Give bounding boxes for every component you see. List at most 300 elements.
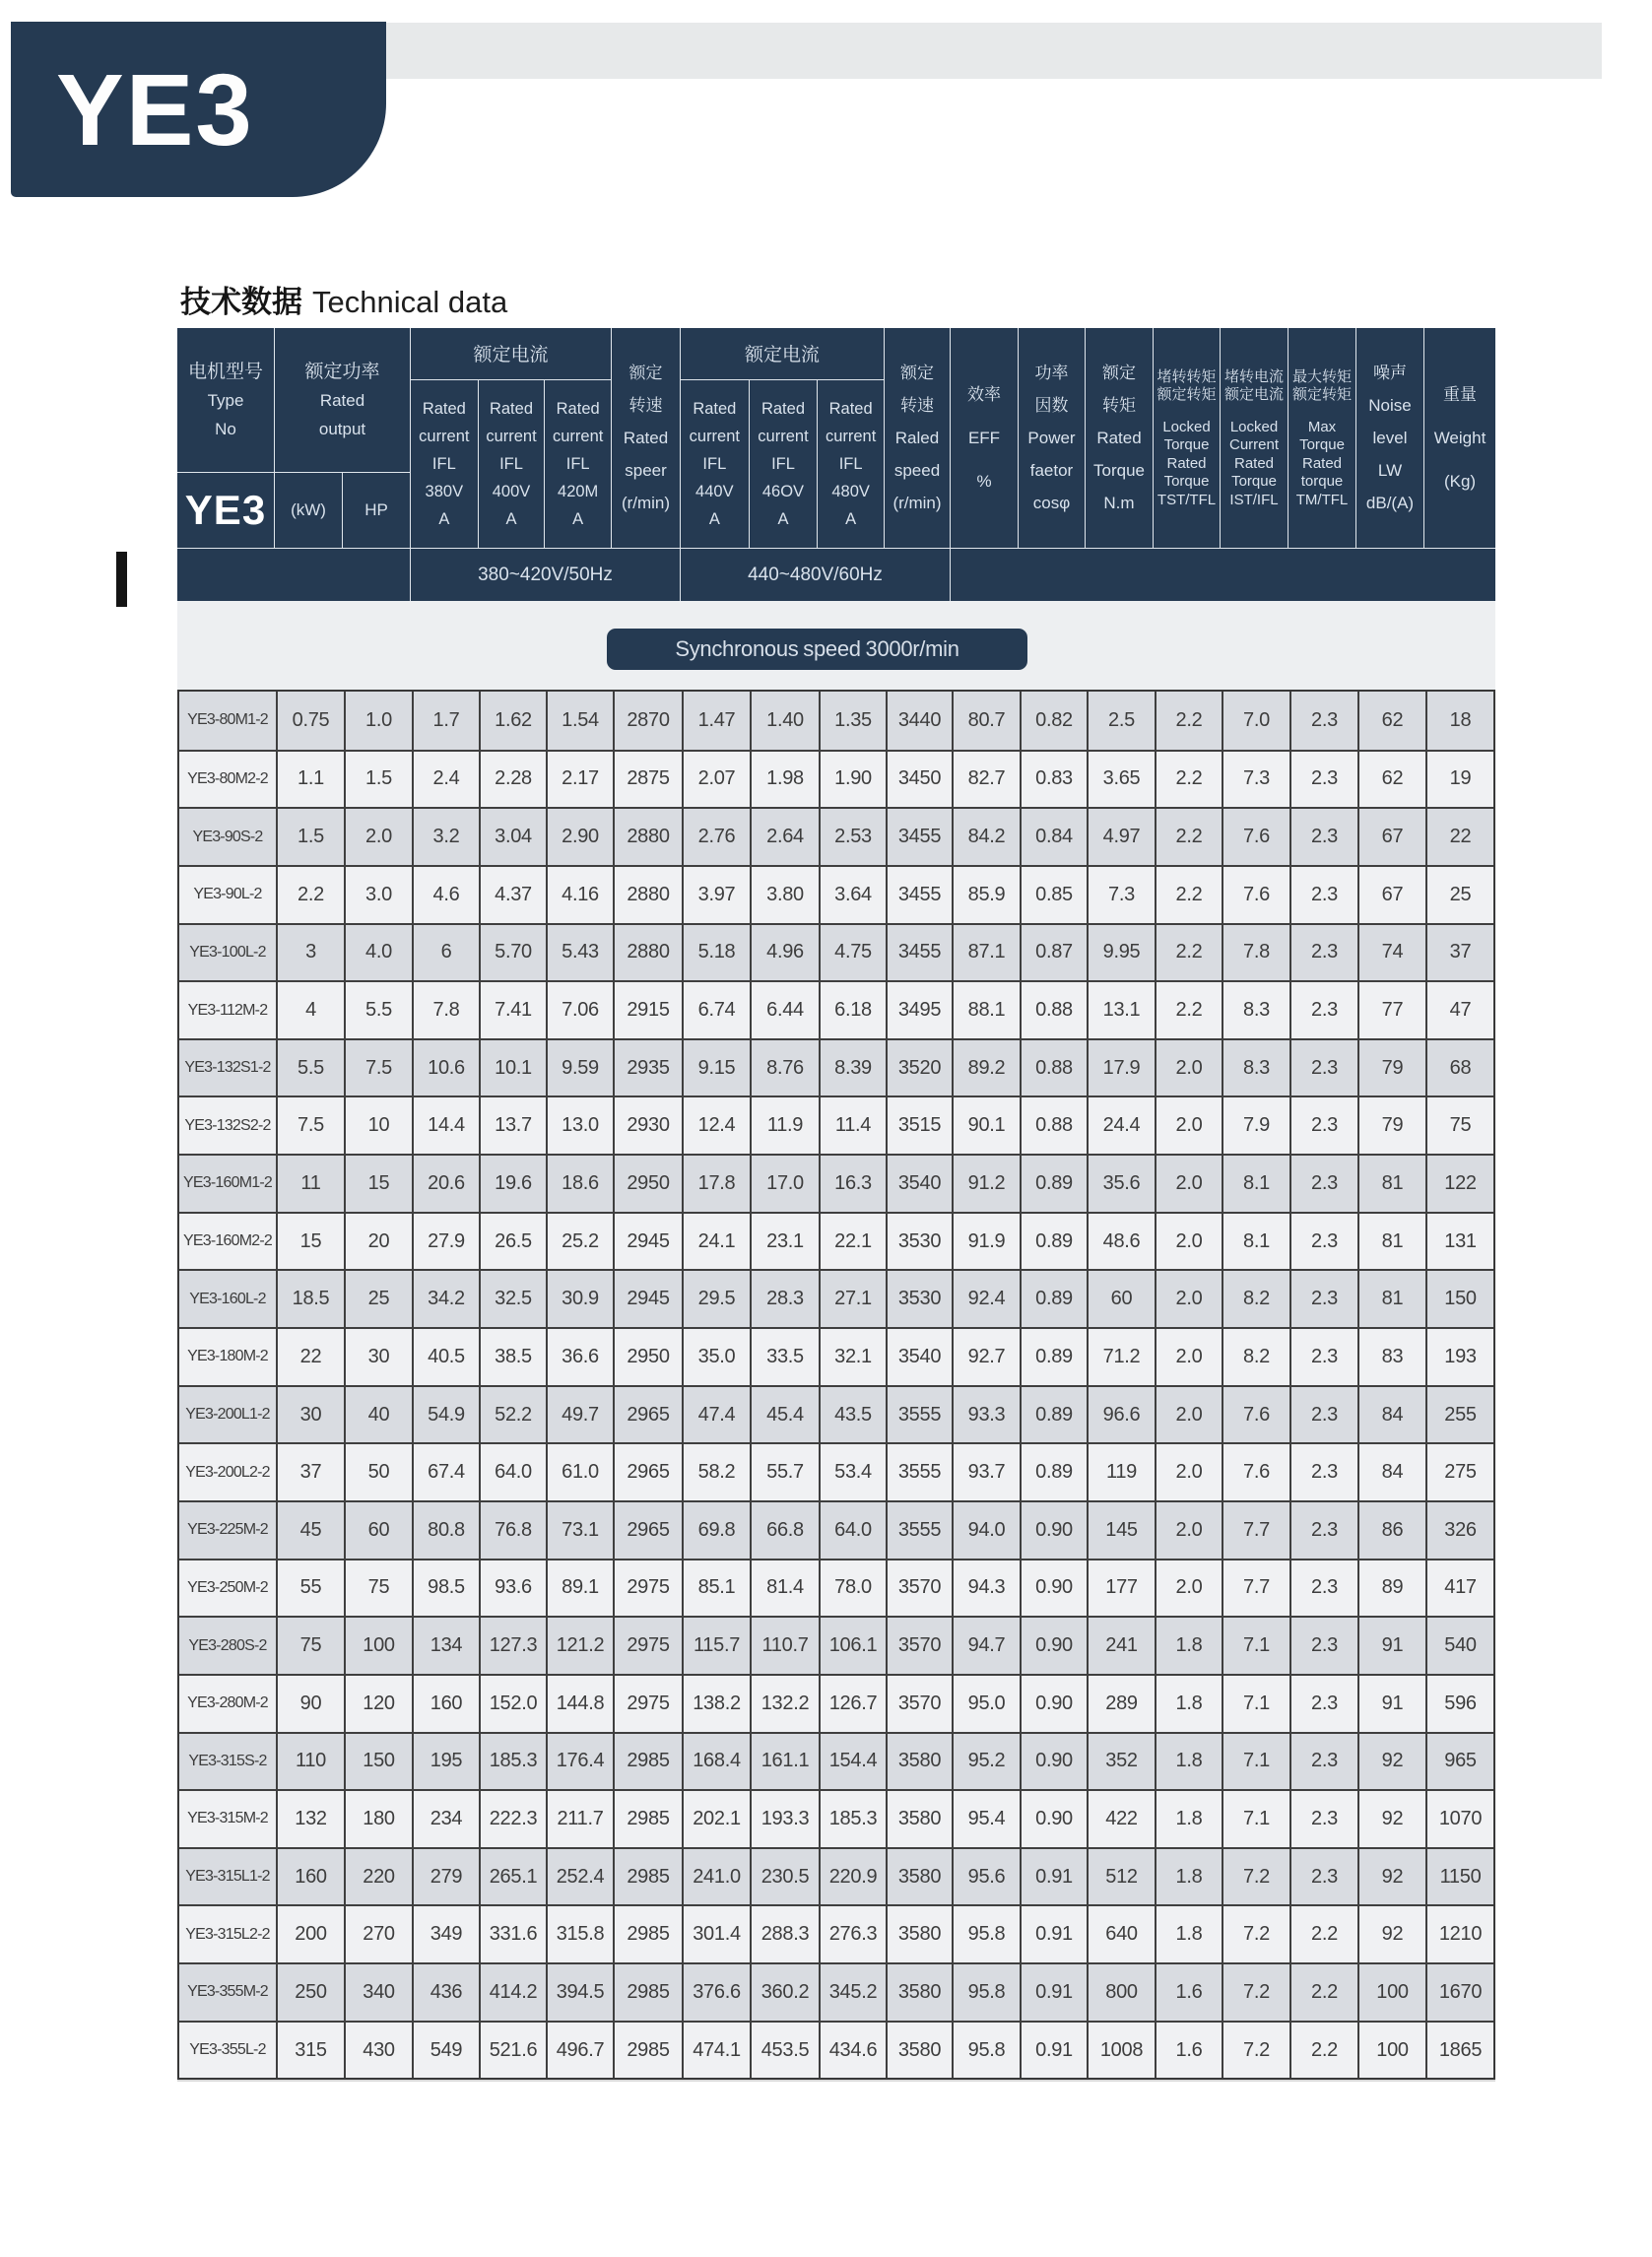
type-brand-cell: YE3	[184, 487, 267, 534]
value-cell: 34.2	[412, 1271, 479, 1327]
value-cell: 2915	[613, 982, 682, 1038]
value-cell: 3580	[886, 1964, 952, 2021]
model-cell: YE3-132S1-2	[184, 1059, 271, 1077]
value-cell: 15	[344, 1156, 412, 1212]
value-cell: 289	[1087, 1676, 1155, 1732]
value-cell: 55	[276, 1560, 344, 1617]
voltage-60hz-label: 440~480V/60Hz	[680, 549, 950, 601]
value-cell: 62	[1357, 752, 1425, 808]
value-cell: 7.41	[479, 982, 546, 1038]
value-cell: 76.8	[479, 1502, 546, 1559]
value-cell: 29.5	[682, 1271, 750, 1327]
value-cell: 18.5	[276, 1271, 344, 1327]
value-cell: 3555	[886, 1387, 952, 1443]
value-cell: 3.65	[1087, 752, 1155, 808]
value-cell: 9.15	[682, 1040, 750, 1096]
value-cell: 2.64	[750, 809, 819, 865]
value-cell: 7.6	[1222, 1387, 1289, 1443]
value-cell: 276.3	[819, 1906, 886, 1962]
voltage-cell-empty-left	[177, 549, 410, 601]
value-cell: 1.40	[750, 692, 819, 750]
value-cell: 115.7	[682, 1618, 750, 1674]
value-cell: 7.7	[1222, 1560, 1289, 1617]
value-cell: 7.0	[1222, 692, 1289, 750]
value-cell: 301.4	[682, 1906, 750, 1962]
value-cell: 3495	[886, 982, 952, 1038]
value-cell: 87.1	[952, 925, 1020, 981]
value-cell: 40.5	[412, 1329, 479, 1385]
value-cell: 11.4	[819, 1097, 886, 1154]
value-cell: 66.8	[750, 1502, 819, 1559]
value-cell: 2.3	[1289, 1329, 1357, 1385]
value-cell: 3.2	[412, 809, 479, 865]
value-cell: 68	[1425, 1040, 1493, 1096]
value-cell: 352	[1087, 1734, 1155, 1790]
value-cell: 81	[1357, 1214, 1425, 1270]
page-title-en: Technical data	[312, 285, 508, 319]
value-cell: 3580	[886, 1791, 952, 1847]
value-cell: 2.3	[1289, 1271, 1357, 1327]
value-cell: 106.1	[819, 1618, 886, 1674]
value-cell: 84	[1357, 1444, 1425, 1500]
value-cell: 22	[276, 1329, 344, 1385]
value-cell: 126.7	[819, 1676, 886, 1732]
value-cell: 161.1	[750, 1734, 819, 1790]
value-cell: 596	[1425, 1676, 1493, 1732]
value-cell: 220.9	[819, 1849, 886, 1905]
value-cell: 1.1	[276, 752, 344, 808]
value-cell: 2985	[613, 2023, 682, 2079]
value-cell: 349	[412, 1906, 479, 1962]
value-cell: 496.7	[546, 2023, 613, 2079]
value-cell: 110.7	[750, 1618, 819, 1674]
value-cell: 5.5	[344, 982, 412, 1038]
model-cell: YE3-100L-2	[189, 943, 266, 961]
value-cell: 180	[344, 1791, 412, 1847]
value-cell: 150	[1425, 1271, 1493, 1327]
model-cell: YE3-250M-2	[187, 1578, 268, 1596]
value-cell: 222.3	[479, 1791, 546, 1847]
value-cell: 132.2	[750, 1676, 819, 1732]
value-cell: 8.3	[1222, 1040, 1289, 1096]
value-cell: 1008	[1087, 2023, 1155, 2079]
value-cell: 345.2	[819, 1964, 886, 2021]
value-cell: 37	[1425, 925, 1493, 981]
value-cell: 220	[344, 1849, 412, 1905]
value-cell: 79	[1357, 1040, 1425, 1096]
value-cell: 417	[1425, 1560, 1493, 1617]
value-cell: 1.62	[479, 692, 546, 750]
model-cell: YE3-200L2-2	[185, 1463, 270, 1481]
value-cell: 0.91	[1020, 1906, 1087, 1962]
value-cell: 100	[344, 1618, 412, 1674]
rated-speed-50hz-header: 额定 转速 Rated speer (r/min)	[611, 328, 680, 548]
value-cell: 160	[412, 1676, 479, 1732]
value-cell: 1.8	[1155, 1849, 1222, 1905]
value-cell: 6.44	[750, 982, 819, 1038]
value-cell: 0.90	[1020, 1791, 1087, 1847]
value-cell: 0.89	[1020, 1214, 1087, 1270]
value-cell: 436	[412, 1964, 479, 2021]
value-cell: 160	[276, 1849, 344, 1905]
value-cell: 127.3	[479, 1618, 546, 1674]
value-cell: 521.6	[479, 2023, 546, 2079]
value-cell: 4.16	[546, 867, 613, 923]
value-cell: 120	[344, 1676, 412, 1732]
value-cell: 100	[1357, 1964, 1425, 2021]
value-cell: 7.2	[1222, 2023, 1289, 2079]
value-cell: 211.7	[546, 1791, 613, 1847]
table-row	[179, 1904, 1493, 1962]
value-cell: 3455	[886, 867, 952, 923]
table-row	[179, 1212, 1493, 1270]
model-cell: YE3-90S-2	[192, 828, 263, 845]
value-cell: 13.0	[546, 1097, 613, 1154]
table-row	[179, 1154, 1493, 1212]
value-cell: 4.37	[479, 867, 546, 923]
value-cell: 33.5	[750, 1329, 819, 1385]
value-cell: 0.89	[1020, 1329, 1087, 1385]
value-cell: 288.3	[750, 1906, 819, 1962]
value-cell: 7.6	[1222, 809, 1289, 865]
value-cell: 61.0	[546, 1444, 613, 1500]
value-cell: 5.70	[479, 925, 546, 981]
value-cell: 32.5	[479, 1271, 546, 1327]
value-cell: 134	[412, 1618, 479, 1674]
value-cell: 2875	[613, 752, 682, 808]
value-cell: 2.0	[1155, 1040, 1222, 1096]
table-row	[179, 1269, 1493, 1327]
value-cell: 176.4	[546, 1734, 613, 1790]
value-cell: 2930	[613, 1097, 682, 1154]
column-type	[177, 328, 274, 548]
value-cell: 60	[344, 1502, 412, 1559]
table-row	[179, 1095, 1493, 1154]
value-cell: 7.1	[1222, 1791, 1289, 1847]
value-cell: 0.89	[1020, 1156, 1087, 1212]
value-cell: 58.2	[682, 1444, 750, 1500]
noise-level-header: 噪声 Noise level LW dB/(A)	[1355, 328, 1423, 548]
value-cell: 75	[1425, 1097, 1493, 1154]
value-cell: 1.0	[344, 692, 412, 750]
table-row	[179, 1732, 1493, 1790]
value-cell: 71.2	[1087, 1329, 1155, 1385]
value-cell: 2.3	[1289, 1676, 1357, 1732]
value-cell: 2.3	[1289, 982, 1357, 1038]
value-cell: 2.2	[1289, 1964, 1357, 2021]
current-subheaders-60hz	[681, 380, 884, 548]
value-cell: 2.3	[1289, 809, 1357, 865]
value-cell: 54.9	[412, 1387, 479, 1443]
value-cell: 2.2	[1155, 982, 1222, 1038]
value-cell: 2985	[613, 1906, 682, 1962]
value-cell: 7.1	[1222, 1734, 1289, 1790]
current-460v-header: Rated current IFL 46OV A	[749, 380, 818, 548]
value-cell: 3540	[886, 1329, 952, 1385]
value-cell: 0.89	[1020, 1444, 1087, 1500]
table-row	[179, 2021, 1493, 2079]
value-cell: 8.3	[1222, 982, 1289, 1038]
value-cell: 7.8	[1222, 925, 1289, 981]
value-cell: 2.0	[1155, 1444, 1222, 1500]
value-cell: 7.8	[412, 982, 479, 1038]
value-cell: 2.2	[1155, 809, 1222, 865]
value-cell: 7.7	[1222, 1502, 1289, 1559]
value-cell: 0.88	[1020, 1040, 1087, 1096]
value-cell: 2.3	[1289, 1734, 1357, 1790]
value-cell: 265.1	[479, 1849, 546, 1905]
value-cell: 88.1	[952, 982, 1020, 1038]
value-cell: 27.1	[819, 1271, 886, 1327]
value-cell: 414.2	[479, 1964, 546, 2021]
current-380v-header: Rated current IFL 380V A	[419, 399, 470, 528]
value-cell: 193	[1425, 1329, 1493, 1385]
value-cell: 2.2	[1155, 752, 1222, 808]
value-cell: 92.4	[952, 1271, 1020, 1327]
value-cell: 37	[276, 1444, 344, 1500]
value-cell: 24.1	[682, 1214, 750, 1270]
table-row	[179, 980, 1493, 1038]
value-cell: 0.90	[1020, 1502, 1087, 1559]
value-cell: 0.87	[1020, 925, 1087, 981]
value-cell: 2975	[613, 1618, 682, 1674]
value-cell: 3580	[886, 1734, 952, 1790]
value-cell: 138.2	[682, 1676, 750, 1732]
value-cell: 22	[1425, 809, 1493, 865]
value-cell: 17.9	[1087, 1040, 1155, 1096]
value-cell: 4.6	[412, 867, 479, 923]
value-cell: 79	[1357, 1097, 1425, 1154]
value-cell: 7.2	[1222, 1964, 1289, 2021]
value-cell: 26.5	[479, 1214, 546, 1270]
value-cell: 92	[1357, 1906, 1425, 1962]
value-cell: 3580	[886, 2023, 952, 2079]
value-cell: 279	[412, 1849, 479, 1905]
value-cell: 60	[1087, 1271, 1155, 1327]
model-cell: YE3-160L-2	[189, 1290, 266, 1307]
value-cell: 84	[1357, 1387, 1425, 1443]
top-band	[386, 23, 1602, 79]
value-cell: 3570	[886, 1618, 952, 1674]
value-cell: 1.8	[1155, 1734, 1222, 1790]
value-cell: 9.95	[1087, 925, 1155, 981]
value-cell: 3570	[886, 1676, 952, 1732]
value-cell: 38.5	[479, 1329, 546, 1385]
output-units-row	[275, 473, 410, 548]
value-cell: 2.0	[1155, 1271, 1222, 1327]
value-cell: 3555	[886, 1502, 952, 1559]
value-cell: 7.6	[1222, 1444, 1289, 1500]
value-cell: 40	[344, 1387, 412, 1443]
value-cell: 2.3	[1289, 1444, 1357, 1500]
value-cell: 25	[344, 1271, 412, 1327]
value-cell: 2.2	[1155, 925, 1222, 981]
value-cell: 47.4	[682, 1387, 750, 1443]
value-cell: 1.7	[412, 692, 479, 750]
value-cell: 200	[276, 1906, 344, 1962]
model-cell: YE3-132S2-2	[184, 1116, 271, 1134]
value-cell: 30	[344, 1329, 412, 1385]
value-cell: 7.2	[1222, 1849, 1289, 1905]
value-cell: 241.0	[682, 1849, 750, 1905]
value-cell: 28.3	[750, 1271, 819, 1327]
value-cell: 14.4	[412, 1097, 479, 1154]
value-cell: 640	[1087, 1906, 1155, 1962]
value-cell: 5.5	[276, 1040, 344, 1096]
value-cell: 27.9	[412, 1214, 479, 1270]
locked-current-ratio-header: 堵转电流 额定电流 Locked Current Rated Torque IST/IFL	[1220, 328, 1288, 548]
value-cell: 7.06	[546, 982, 613, 1038]
value-cell: 47	[1425, 982, 1493, 1038]
value-cell: 1.35	[819, 692, 886, 750]
efficiency-header: 效率 EFF %	[950, 328, 1018, 548]
value-cell: 1865	[1425, 2023, 1493, 2079]
table-row	[179, 1616, 1493, 1674]
value-cell: 2.2	[1289, 2023, 1357, 2079]
table-row	[179, 1962, 1493, 2021]
value-cell: 93.6	[479, 1560, 546, 1617]
value-cell: 91.2	[952, 1156, 1020, 1212]
value-cell: 69.8	[682, 1502, 750, 1559]
value-cell: 376.6	[682, 1964, 750, 2021]
value-cell: 95.8	[952, 1906, 1020, 1962]
value-cell: 3455	[886, 809, 952, 865]
value-cell: 2.2	[276, 867, 344, 923]
value-cell: 32.1	[819, 1329, 886, 1385]
value-cell: 11	[276, 1156, 344, 1212]
page-title-zh: 技术数据	[180, 285, 302, 319]
value-cell: 2.3	[1289, 692, 1357, 750]
value-cell: 2.0	[1155, 1502, 1222, 1559]
value-cell: 150	[344, 1734, 412, 1790]
value-cell: 2.0	[1155, 1156, 1222, 1212]
value-cell: 73.1	[546, 1502, 613, 1559]
value-cell: 45	[276, 1502, 344, 1559]
value-cell: 94.3	[952, 1560, 1020, 1617]
value-cell: 25	[1425, 867, 1493, 923]
value-cell: 2.17	[546, 752, 613, 808]
value-cell: 2.0	[1155, 1560, 1222, 1617]
value-cell: 154.4	[819, 1734, 886, 1790]
value-cell: 92.7	[952, 1329, 1020, 1385]
value-cell: 1.47	[682, 692, 750, 750]
model-cell: YE3-90L-2	[193, 886, 262, 903]
value-cell: 0.89	[1020, 1271, 1087, 1327]
model-cell: YE3-225M-2	[187, 1521, 268, 1539]
value-cell: 85.9	[952, 867, 1020, 923]
value-cell: 331.6	[479, 1906, 546, 1962]
value-cell: 25.2	[546, 1214, 613, 1270]
value-cell: 10.6	[412, 1040, 479, 1096]
value-cell: 83	[1357, 1329, 1425, 1385]
value-cell: 80.8	[412, 1502, 479, 1559]
value-cell: 2.0	[1155, 1329, 1222, 1385]
value-cell: 4.96	[750, 925, 819, 981]
value-cell: 89	[1357, 1560, 1425, 1617]
voltage-cell-empty-right	[950, 549, 1495, 601]
value-cell: 326	[1425, 1502, 1493, 1559]
value-cell: 7.1	[1222, 1676, 1289, 1732]
value-cell: 95.4	[952, 1791, 1020, 1847]
model-cell: YE3-160M2-2	[183, 1232, 272, 1250]
value-cell: 0.88	[1020, 1097, 1087, 1154]
value-cell: 2.3	[1289, 1618, 1357, 1674]
value-cell: 1.6	[1155, 2023, 1222, 2079]
model-cell: YE3-355M-2	[187, 1983, 268, 2001]
value-cell: 2.3	[1289, 925, 1357, 981]
value-cell: 0.91	[1020, 1964, 1087, 2021]
value-cell: 0.82	[1020, 692, 1087, 750]
value-cell: 67	[1357, 809, 1425, 865]
value-cell: 2.76	[682, 809, 750, 865]
value-cell: 95.2	[952, 1734, 1020, 1790]
value-cell: 8.76	[750, 1040, 819, 1096]
value-cell: 93.7	[952, 1444, 1020, 1500]
value-cell: 422	[1087, 1791, 1155, 1847]
current-group-label-50hz: 额定电流	[411, 328, 611, 380]
value-cell: 92	[1357, 1791, 1425, 1847]
current-400v-header: Rated current IFL 400V A	[478, 380, 545, 548]
value-cell: 91	[1357, 1618, 1425, 1674]
value-cell: 2880	[613, 925, 682, 981]
value-cell: 1.8	[1155, 1906, 1222, 1962]
value-cell: 360.2	[750, 1964, 819, 2021]
value-cell: 1.8	[1155, 1791, 1222, 1847]
value-cell: 234	[412, 1791, 479, 1847]
value-cell: 3530	[886, 1271, 952, 1327]
value-cell: 255	[1425, 1387, 1493, 1443]
table-row	[179, 1385, 1493, 1443]
value-cell: 2965	[613, 1387, 682, 1443]
brand-badge-text: YE3	[56, 52, 254, 166]
value-cell: 7.2	[1222, 1906, 1289, 1962]
value-cell: 144.8	[546, 1676, 613, 1732]
value-cell: 92	[1357, 1849, 1425, 1905]
value-cell: 122	[1425, 1156, 1493, 1212]
value-cell: 110	[276, 1734, 344, 1790]
value-cell: 965	[1425, 1734, 1493, 1790]
value-cell: 1.98	[750, 752, 819, 808]
value-cell: 3.04	[479, 809, 546, 865]
value-cell: 8.2	[1222, 1329, 1289, 1385]
value-cell: 74	[1357, 925, 1425, 981]
model-cell: YE3-112M-2	[187, 1001, 268, 1019]
value-cell: 78.0	[819, 1560, 886, 1617]
value-cell: 94.7	[952, 1618, 1020, 1674]
model-cell: YE3-315M-2	[187, 1810, 268, 1827]
value-cell: 3440	[886, 692, 952, 750]
value-cell: 6.18	[819, 982, 886, 1038]
value-cell: 2975	[613, 1676, 682, 1732]
value-cell: 0.90	[1020, 1618, 1087, 1674]
value-cell: 453.5	[750, 2023, 819, 2079]
value-cell: 2880	[613, 809, 682, 865]
value-cell: 13.1	[1087, 982, 1155, 1038]
sync-speed-banner: Synchronous speed 3000r/min	[607, 629, 1027, 670]
value-cell: 549	[412, 2023, 479, 2079]
value-cell: 2.0	[344, 809, 412, 865]
model-cell: YE3-315L1-2	[185, 1868, 270, 1886]
value-cell: 67.4	[412, 1444, 479, 1500]
value-cell: 2.3	[1289, 1156, 1357, 1212]
page-title	[180, 277, 507, 321]
value-cell: 430	[344, 2023, 412, 2079]
value-cell: 35.0	[682, 1329, 750, 1385]
rated-torque-header: 额定 转矩 Rated Torque N.m	[1085, 328, 1153, 548]
value-cell: 24.4	[1087, 1097, 1155, 1154]
value-cell: 4.0	[344, 925, 412, 981]
value-cell: 1.6	[1155, 1964, 1222, 2021]
